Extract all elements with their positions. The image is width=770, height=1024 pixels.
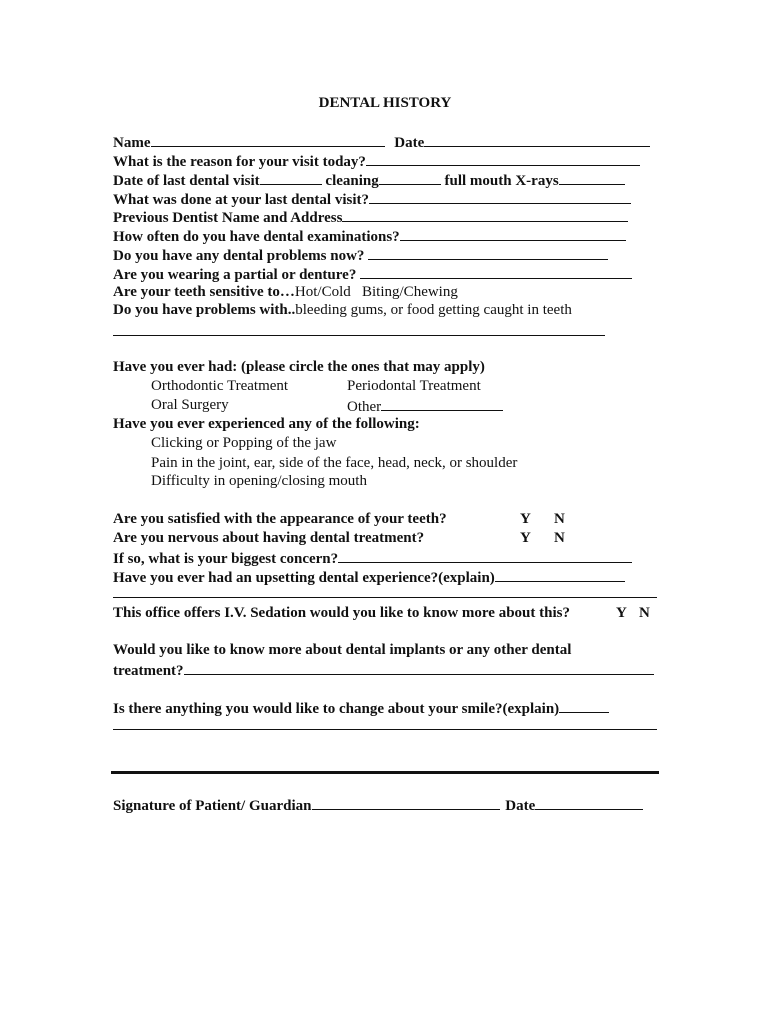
last-done-field[interactable] (369, 189, 631, 204)
implants-row (113, 660, 654, 680)
nervous-yes[interactable]: Y (520, 530, 531, 546)
smile-label: Is there anything you would like to change about your smile?(explain) (113, 701, 560, 717)
upsetting-row (113, 567, 625, 587)
concern-label: If so, what is your biggest concern? (113, 551, 339, 567)
upsetting-field[interactable] (495, 567, 625, 582)
name-row (113, 132, 650, 152)
option-oral-surgery[interactable]: Oral Surgery (151, 397, 229, 413)
experienced-question: Have you ever experienced any of the following: (113, 416, 420, 432)
sensitive-row (113, 283, 458, 301)
satisfied-yes[interactable]: Y (520, 511, 531, 527)
date-label: Date (394, 135, 425, 151)
last-done-label: What was done at your last dental visit? (113, 192, 369, 208)
prev-dentist-label: Previous Dentist Name and Address (113, 210, 343, 226)
problems-with-row (113, 301, 572, 319)
problems-with-label: Do you have problems with.. (113, 302, 296, 318)
implants-question-line2: treatment? (113, 663, 184, 679)
had-question: Have you ever had: (please circle the ones that may apply) (113, 359, 485, 375)
last-done-row (113, 189, 631, 209)
satisfied-question: Are you satisfied with the appearance of your teeth? (113, 511, 447, 527)
signature-label: Signature of Patient/ Guardian (113, 798, 312, 814)
concern-row (113, 548, 632, 568)
last-visit-field[interactable] (260, 170, 322, 185)
nervous-no[interactable]: N (554, 530, 565, 546)
problems-with-blank-line[interactable] (113, 335, 605, 336)
option-orthodontic[interactable]: Orthodontic Treatment (151, 378, 289, 394)
exam-freq-field[interactable] (400, 226, 626, 241)
nervous-question: Are you nervous about having dental treatment? (113, 530, 425, 546)
smile-row (113, 698, 609, 718)
problems-now-field[interactable] (368, 245, 608, 260)
option-other-row (347, 396, 503, 416)
partial-label: Are you wearing a partial or denture? (113, 267, 357, 283)
name-field[interactable] (151, 132, 385, 147)
concern-field[interactable] (338, 548, 632, 563)
satisfied-no[interactable]: N (554, 511, 565, 527)
signature-field[interactable] (312, 795, 500, 810)
sedation-no[interactable]: N (639, 605, 650, 621)
reason-field[interactable] (366, 151, 640, 166)
signature-divider (111, 771, 659, 774)
problems-with-options[interactable]: bleeding gums, or food getting caught in teeth (295, 302, 572, 318)
sedation-question: This office offers I.V. Sedation would you like to know more about this? (113, 605, 570, 621)
option-periodontal[interactable]: Periodontal Treatment (347, 378, 481, 394)
prev-dentist-row (113, 207, 628, 227)
signature-row (113, 795, 643, 815)
sensitive-options[interactable]: Hot/Cold Biting/Chewing (294, 284, 458, 300)
name-label: Name (113, 135, 151, 151)
other-field[interactable] (381, 396, 503, 411)
signature-date-field[interactable] (535, 795, 643, 810)
exam-freq-row (113, 226, 626, 246)
cleaning-label: cleaning (325, 173, 379, 189)
partial-row (113, 264, 632, 284)
date-field[interactable] (424, 132, 650, 147)
form-title: DENTAL HISTORY (318, 95, 452, 111)
problems-now-label: Do you have any dental problems now? (113, 248, 365, 264)
prev-dentist-field[interactable] (342, 207, 628, 222)
smile-field[interactable] (559, 698, 609, 713)
problems-now-row (113, 245, 608, 265)
exam-freq-label: How often do you have dental examinations? (113, 229, 400, 245)
cleaning-field[interactable] (379, 170, 441, 185)
signature-date-label: Date (505, 798, 536, 814)
reason-label: What is the reason for your visit today? (113, 154, 366, 170)
sedation-yes[interactable]: Y (616, 605, 627, 621)
sensitive-label: Are your teeth sensitive to… (113, 284, 295, 300)
implants-field[interactable] (184, 660, 654, 675)
implants-question-line1: Would you like to know more about dental implants or any other dental (113, 642, 572, 658)
upsetting-blank-line[interactable] (113, 597, 657, 598)
option-pain[interactable]: Pain in the joint, ear, side of the face, head, neck, or shoulder (151, 455, 518, 471)
smile-blank-line[interactable] (113, 729, 657, 730)
upsetting-label: Have you ever had an upsetting dental experience?(explain) (113, 570, 495, 586)
partial-field[interactable] (360, 264, 632, 279)
last-visit-label: Date of last dental visit (113, 173, 260, 189)
xrays-label: full mouth X-rays (444, 173, 559, 189)
option-clicking[interactable]: Clicking or Popping of the jaw (151, 435, 337, 451)
option-difficulty[interactable]: Difficulty in opening/closing mouth (151, 473, 367, 489)
reason-row (113, 151, 640, 171)
option-other[interactable]: Other (347, 399, 382, 415)
last-visit-row (113, 170, 625, 190)
xrays-field[interactable] (559, 170, 625, 185)
